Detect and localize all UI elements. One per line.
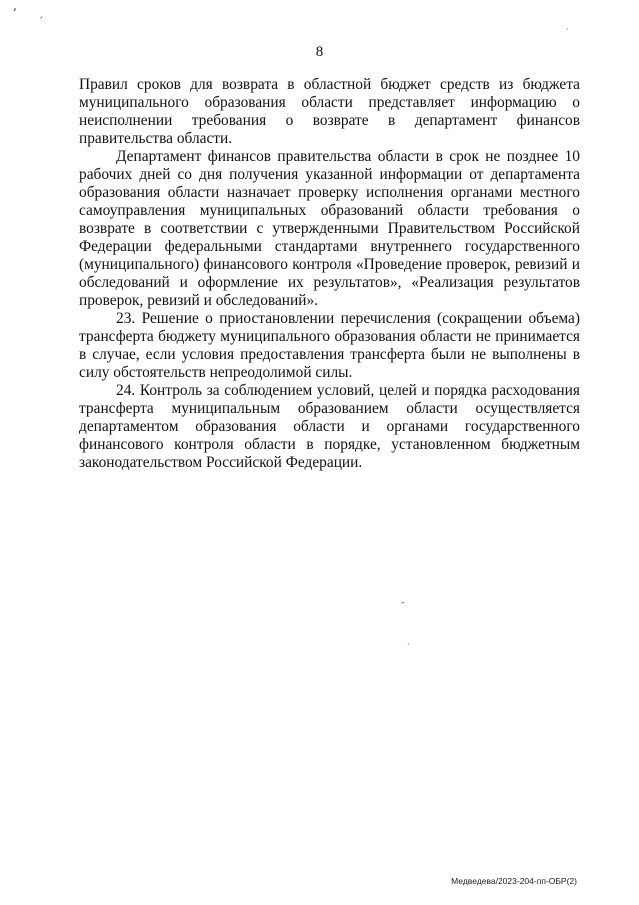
document-code-footer: Медведева/2023-204-пп-ОБР(2) — [451, 876, 577, 886]
paragraph-continuation: Правил сроков для возврата в областной бюджет средств из бюджета муниципального образования области представляет информацию о неисполнении требования о возврате в департамент финансов правительства области. — [79, 76, 580, 147]
scan-mark: ʻ — [13, 6, 17, 20]
paragraph-item-23: 23. Решение о приостановлении перечисления (сокращении объема) трансферта бюджету муниципального образования области не принимается в случае, если условия предоставления трансферта были не выполнены в силу обстоятельств непреодолимой силы. — [79, 310, 580, 381]
scan-mark: ˊ — [395, 599, 406, 614]
page-number: 8 — [315, 44, 324, 60]
document-body — [79, 76, 580, 472]
scan-mark: · — [407, 640, 410, 649]
scan-mark: · — [566, 25, 569, 34]
paragraph-item-24: 24. Контроль за соблюдением условий, целей и порядка расходования трансферта муниципальным образованием области осуществляется департаментом образования области и органами государственного финансового контроля области в порядке, установленном бюджетным законодательством Российской Федерации. — [79, 382, 580, 471]
scan-mark: ˏ — [38, 6, 44, 19]
paragraph-finance-department-audit: Департамент финансов правительства области в срок не позднее 10 рабочих дней со дня получения указанной информации от департамента образования области назначает проверку исполнения органами местного самоуправления муниципальных образований области требования о возврате в соответствии с утвержденными Правительством Российской Федерации федеральными стандартами внутреннего государственного (муниципального) финансового контроля «Проведение проверок, ревизий и обследований и оформление их результатов», «Реализация результатов проверок, ревизий и обследований». — [79, 148, 580, 309]
